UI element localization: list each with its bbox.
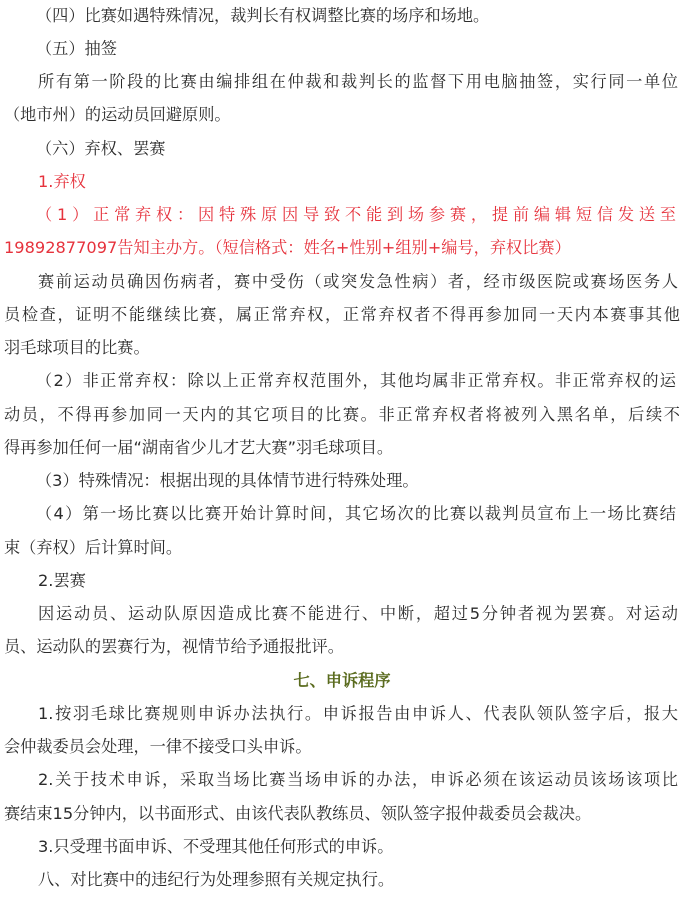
paragraph-line: 赛结束15分钟内，以书面形式、由该代表队教练员、领队签字报仲裁委员会裁决。 xyxy=(4,804,592,823)
subsection-heading: 2.罢赛 xyxy=(38,571,86,590)
paragraph-line: （4）第一场比赛以比赛开始计算时间，其它场次的比赛以裁判员宣布上一场比赛结 xyxy=(36,504,676,523)
section-heading: （六）弃权、罢赛 xyxy=(36,139,166,158)
section-title: 七、申诉程序 xyxy=(293,671,391,690)
paragraph-line: 2.关于技术申诉，采取当场比赛当场申诉的办法，申诉必须在该运动员该场该项比 xyxy=(38,770,678,789)
paragraph-line: 1.按羽毛球比赛规则申诉办法执行。申诉报告由申诉人、代表队领队签字后，报大 xyxy=(38,704,678,723)
paragraph-line: 得再参加任何一届“湖南省少儿才艺大赛”羽毛球项目。 xyxy=(4,438,394,457)
subsection-heading: 1.弃权 xyxy=(38,172,86,191)
paragraph-line: 束（弃权）后计算时间。 xyxy=(4,538,183,557)
paragraph-line: 羽毛球项目的比赛。 xyxy=(4,338,150,357)
paragraph-line: （3）特殊情况：根据出现的具体情节进行特殊处理。 xyxy=(36,471,419,490)
paragraph-line: 3.只受理书面申诉、不受理其他任何形式的申诉。 xyxy=(38,837,394,856)
paragraph-line: 赛前运动员确因伤病者，赛中受伤（或突发急性病）者，经市级医院或赛场医务人 xyxy=(38,272,678,291)
paragraph-line: （2）非正常弃权：除以上正常弃权范围外，其他均属非正常弃权。非正常弃权的运 xyxy=(36,371,676,390)
highlighted-line: （1）正常弃权：因特殊原因导致不能到场参赛，提前编辑短信发送至 xyxy=(36,205,676,224)
paragraph-line: 因运动员、运动队原因造成比赛不能进行、中断，超过5分钟者视为罢赛。对运动 xyxy=(38,604,678,623)
paragraph-line: 会仲裁委员会处理，一律不接受口头申诉。 xyxy=(4,737,312,756)
paragraph-line: 员、运动队的罢赛行为，视情节给予通报批评。 xyxy=(4,637,344,656)
paragraph-line: 动员，不得再参加同一天内的其它项目的比赛。非正常弃权者将被列入黑名单，后续不 xyxy=(4,405,680,424)
paragraph-line: 所有第一阶段的比赛由编排组在仲裁和裁判长的监督下用电脑抽签，实行同一单位 xyxy=(38,72,678,91)
highlighted-line: 19892877097告知主办方。（短信格式：姓名+性别+组别+编号，弃权比赛） xyxy=(4,238,571,257)
paragraph-line: 员检查，证明不能继续比赛，属正常弃权，正常弃权者不得再参加同一天内本赛事其他 xyxy=(4,305,680,324)
paragraph-line: 八、对比赛中的违纪行为处理参照有关规定执行。 xyxy=(38,870,395,889)
paragraph-line: （四）比赛如遇特殊情况，裁判长有权调整比赛的场序和场地。 xyxy=(36,6,490,25)
paragraph-line: （地市州）的运动员回避原则。 xyxy=(4,105,231,124)
section-heading: （五）抽签 xyxy=(36,39,117,58)
